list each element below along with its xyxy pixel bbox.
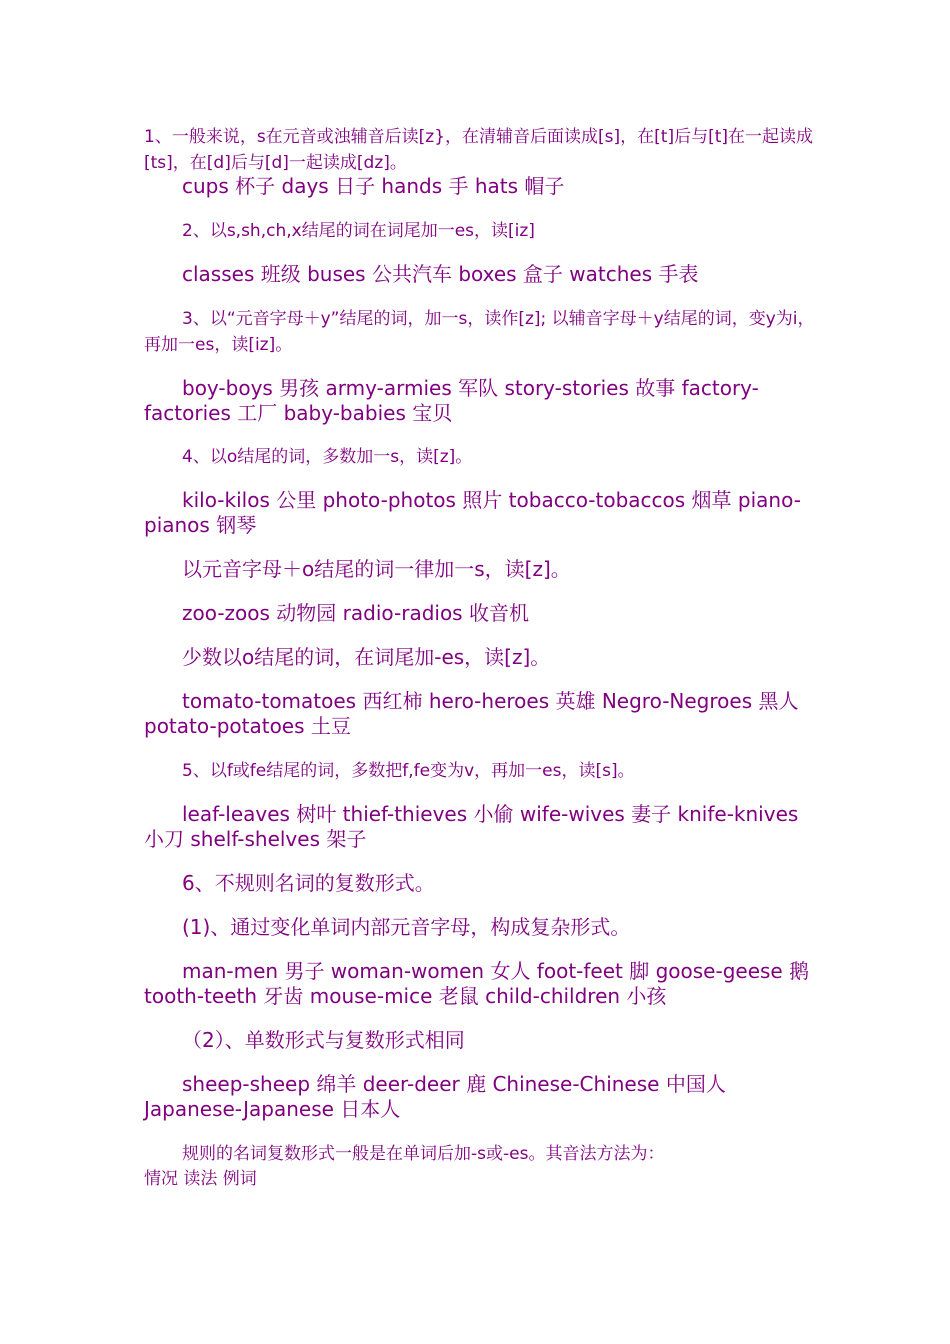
rule-6-sub-1-paragraph: (1)、通过变化单词内部元音字母，构成复杂形式。 [182, 915, 631, 939]
rule-2-paragraph: 2、以s,sh,ch,x结尾的词在词尾加一es，读[iz] [182, 221, 535, 241]
rule-3-examples: boy-boys 男孩 army-armies 军队 story-stories 故事 factory-factories 工厂 baby-babies 宝贝 [144, 376, 759, 425]
rule-5-paragraph: 5、以f或fe结尾的词，多数把f,fe变为v，再加一es，读[s]。 [182, 761, 635, 781]
rule-1-paragraph: 1、一般来说，s在元音或浊辅音后读[z}，在清辅音后面读成[s]，在[t]后与[t]在一起读成[ts]，在[d]后与[d]一起读成[dz]。 [144, 127, 814, 173]
regular-plural-paragraph: 规则的名词复数形式一般是在单词后加-s或-es。其音法方法为： [182, 1144, 665, 1164]
rule-4-es-examples: tomato-tomatoes 西红柿 hero-heroes 英雄 Negro-Negroes 黑人 potato-potatoes 土豆 [144, 689, 799, 738]
table-header-line: 情况 读法 例词 [144, 1169, 257, 1189]
rule-4-paragraph: 4、以o结尾的词，多数加一s，读[z]。 [182, 447, 473, 467]
rule-6-sub-2-examples: sheep-sheep 绵羊 deer-deer 鹿 Chinese-Chinese 中国人 Japanese-Japanese 日本人 [144, 1072, 726, 1121]
rule-6-paragraph: 6、不规则名词的复数形式。 [182, 871, 435, 895]
rule-1-examples: cups 杯子 days 日子 hands 手 hats 帽子 [182, 174, 565, 198]
rule-4-vowel-o-paragraph: 以元音字母＋o结尾的词一律加一s，读[z]。 [182, 557, 571, 581]
rule-2-examples: classes 班级 buses 公共汽车 boxes 盒子 watches 手表 [182, 262, 699, 286]
rule-4-es-paragraph: 少数以o结尾的词，在词尾加-es，读[z]。 [182, 645, 551, 669]
rule-5-examples: leaf-leaves 树叶 thief-thieves 小偷 wife-wives 妻子 knife-knives 小刀 shelf-shelves 架子 [144, 802, 799, 851]
rule-3-paragraph: 3、以“元音字母＋y”结尾的词，加一s，读作[z]; 以辅音字母＋y结尾的词，变y为i，再加一es，读[iz]。 [144, 309, 815, 355]
rule-6-sub-1-examples: man-men 男子 woman-women 女人 foot-feet 脚 goose-geese 鹅 tooth-teeth 牙齿 mouse-mice 老鼠 child-children 小孩 [144, 959, 810, 1008]
rule-4-vowel-o-examples: zoo-zoos 动物园 radio-radios 收音机 [182, 601, 529, 625]
rule-4-examples: kilo-kilos 公里 photo-photos 照片 tobacco-tobaccos 烟草 piano-pianos 钢琴 [144, 488, 801, 537]
rule-6-sub-2-paragraph: （2）、单数形式与复数形式相同 [182, 1028, 465, 1052]
